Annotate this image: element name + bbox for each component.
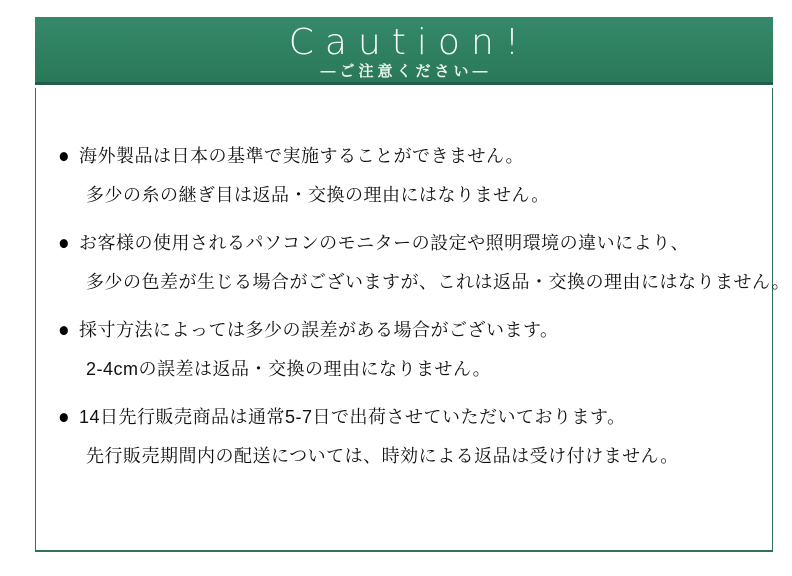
- caution-subtitle: —ご注意ください—: [320, 63, 492, 80]
- notice-line-primary: [58, 398, 766, 437]
- notice-item: [58, 137, 766, 214]
- bullet-icon: ●: [58, 144, 70, 168]
- notice-line-continuation: 先行販売期間内の配送については、時効による返品は受け付けません。: [86, 446, 679, 466]
- bullet-icon: ●: [58, 318, 70, 342]
- notice-item: [58, 311, 766, 388]
- notice-line-primary: [58, 311, 766, 350]
- notice-line-continuation: 多少の色差が生じる場合がございますが、これは返品・交換の理由にはなりません。: [86, 272, 791, 292]
- caution-banner-inner: [35, 17, 773, 81]
- notice-line-continuation: 多少の糸の継ぎ目は返品・交換の理由にはなりません。: [86, 185, 550, 205]
- notice-item: [58, 398, 766, 475]
- notice-text: お客様の使用されるパソコンのモニターの設定や照明環境の違いにより、: [78, 233, 690, 253]
- notice-line-primary: [58, 137, 766, 176]
- notice-text: 14日先行販売商品は通常5-7日で出荷させていただいております。: [78, 407, 626, 427]
- bullet-icon: ●: [58, 405, 70, 429]
- notice-box: [35, 88, 791, 552]
- bullet-icon: ●: [58, 231, 70, 255]
- notice-text: 海外製品は日本の基準で実施することができません。: [78, 146, 525, 166]
- notice-text: 採寸方法によっては多少の誤差がある場合がございます。: [78, 320, 559, 340]
- notice-item: [58, 224, 791, 301]
- caution-banner: [35, 17, 773, 85]
- notice-line-continuation: 2-4cmの誤差は返品・交換の理由になりません。: [86, 359, 492, 379]
- caution-title: Caution!: [288, 22, 531, 63]
- notice-line-primary: [58, 224, 766, 263]
